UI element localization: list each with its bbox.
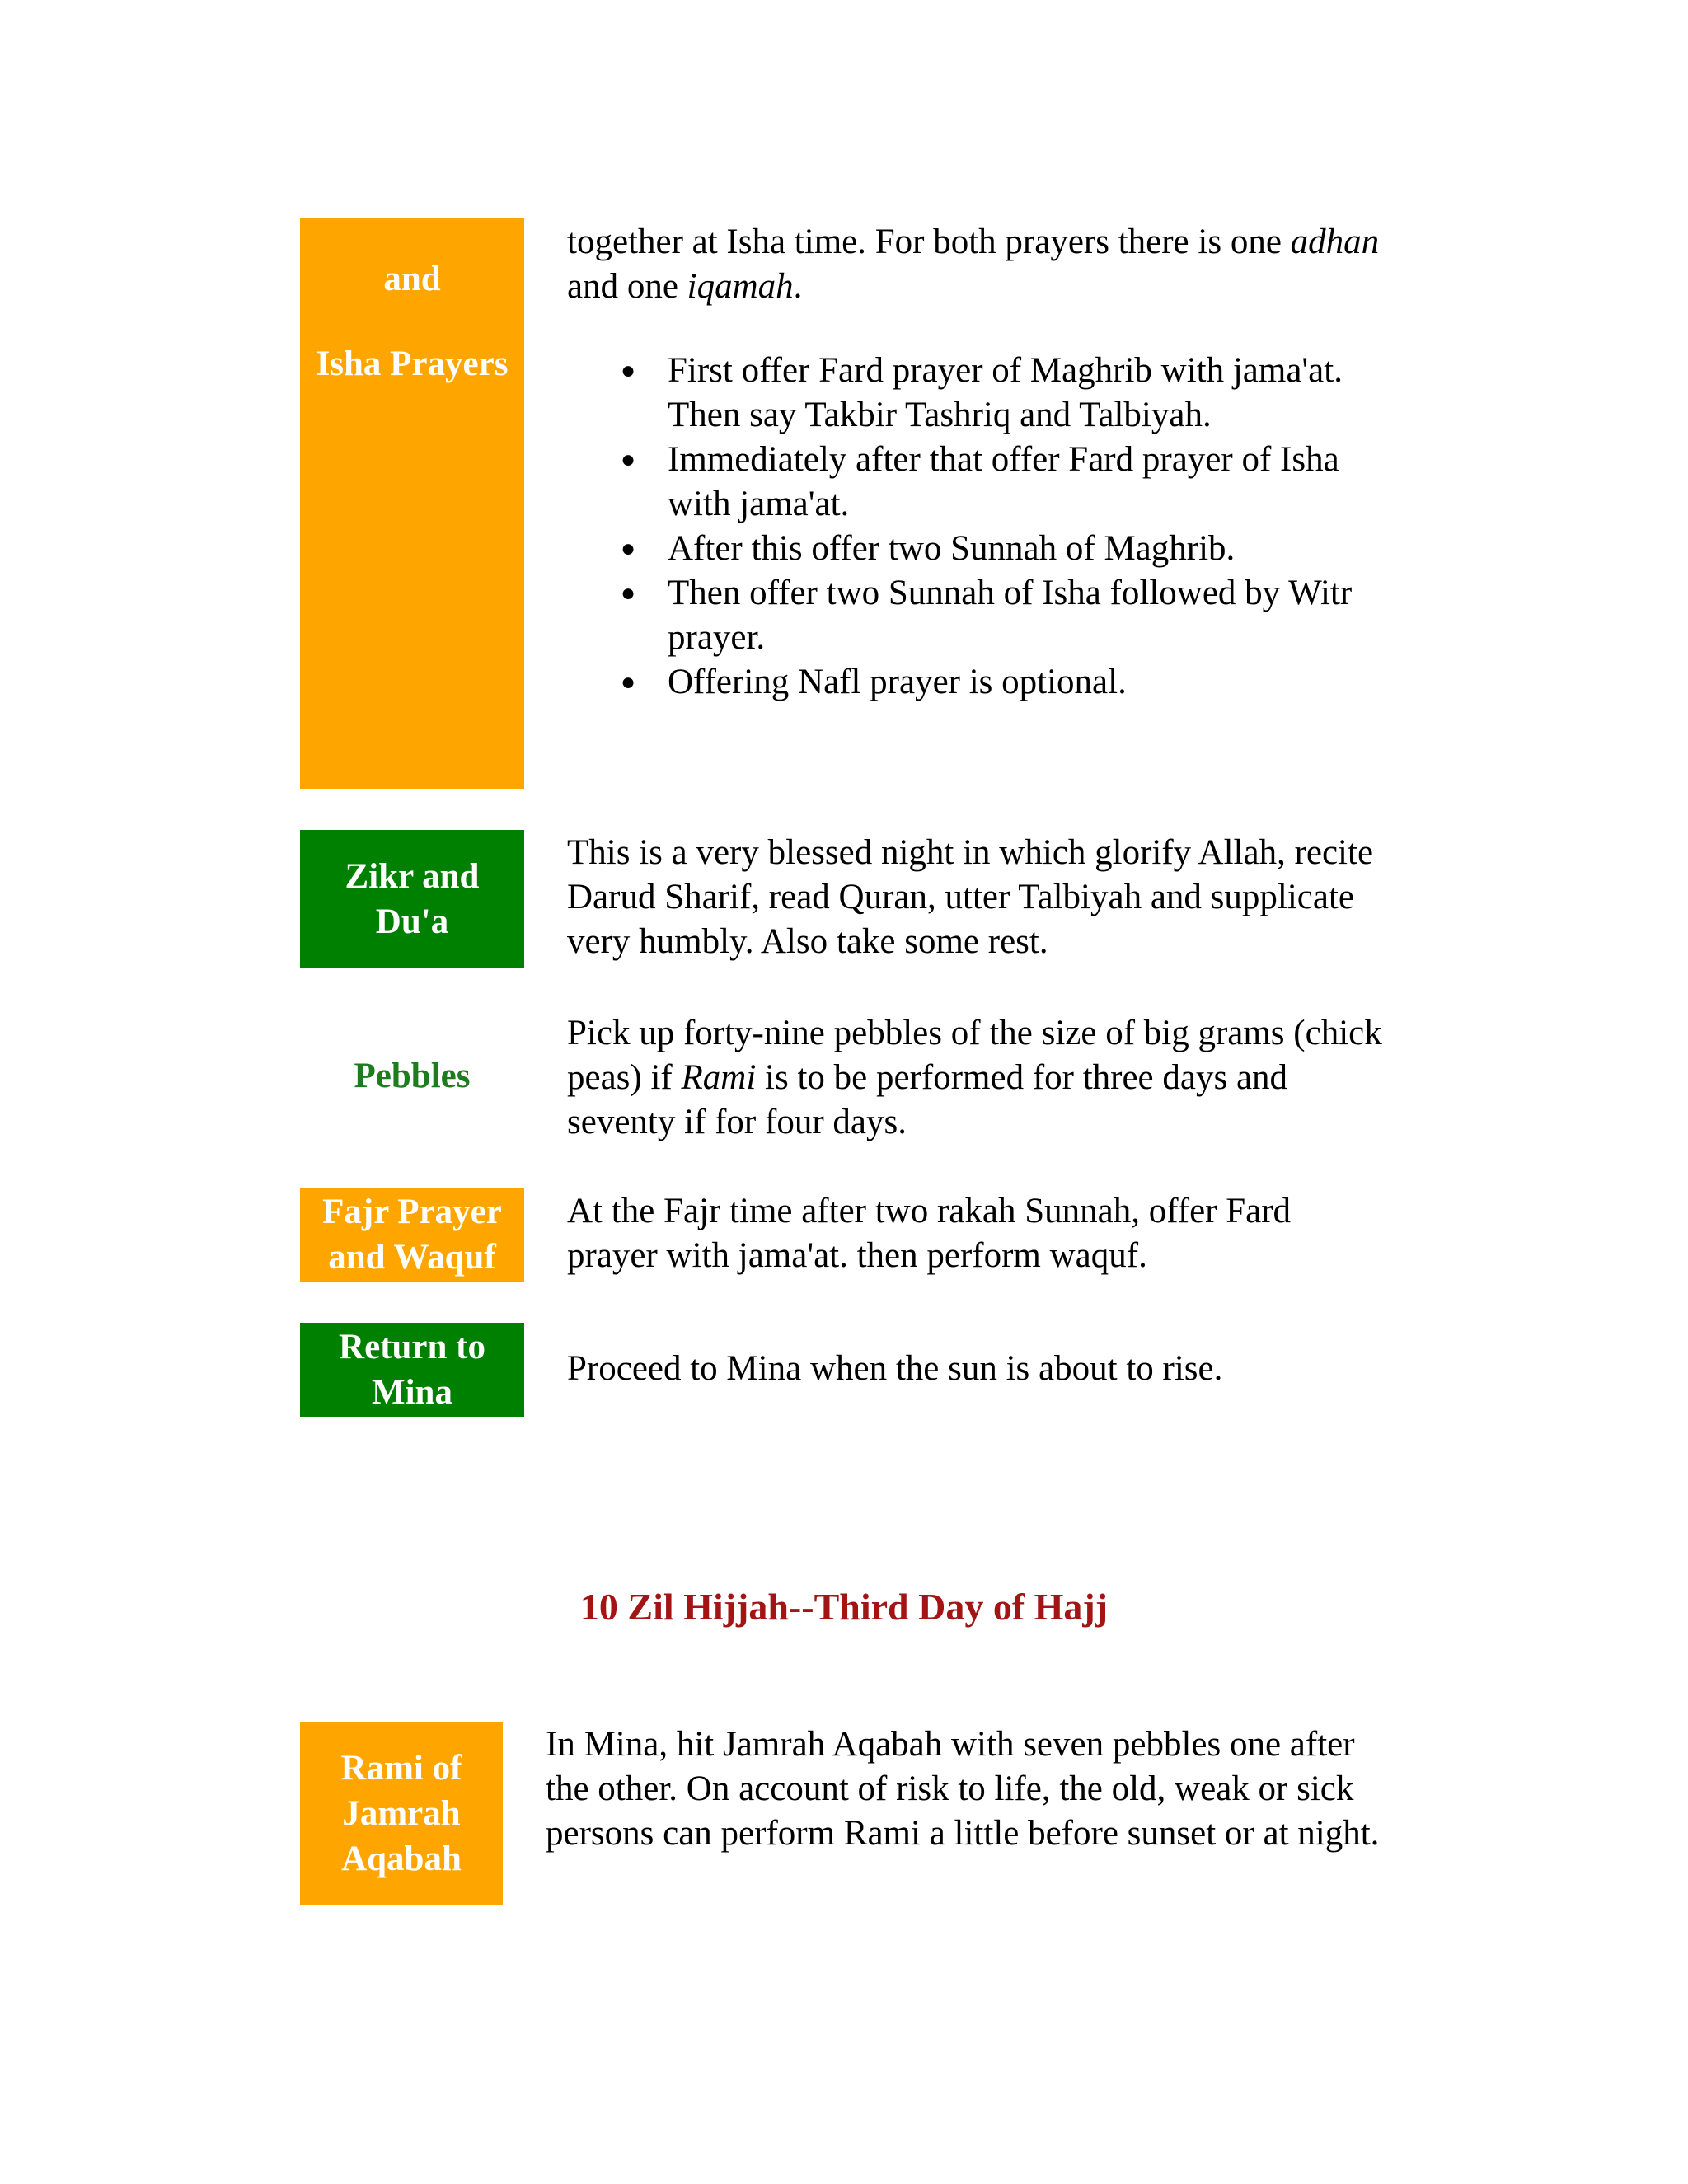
isha-intro-adhan: adhan [1290, 223, 1380, 261]
isha-bullet-list [620, 349, 1368, 705]
pebbles-text-part2: is to be performed for three days and seventy if for four days. [567, 1058, 1288, 1141]
fajr-label-line2: and Waquf [328, 1238, 496, 1277]
isha-intro-part3: . [793, 267, 803, 306]
rami-jamrah-label [300, 1722, 503, 1905]
return-mina-label [300, 1323, 524, 1417]
pebbles-text [567, 1011, 1383, 1145]
fajr-waquf-label [300, 1188, 524, 1282]
pebbles-text-part1: Pick up forty-nine pebbles of the size of big grams (chick peas) if [567, 1014, 1382, 1097]
bullet-icon: ● [620, 579, 636, 607]
isha-intro-iqamah: iqamah [687, 267, 794, 306]
fajr-text: At the Fajr time after two rakah Sunnah, offer Fard prayer with jama'at. then perform waquf. [567, 1192, 1292, 1275]
isha-label-line1: and [383, 260, 441, 298]
pebbles-label [300, 1052, 524, 1099]
isha-prayers-label [300, 218, 524, 789]
bullet-text: Offering Nafl prayer is optional. [668, 663, 1127, 701]
isha-intro-part1: together at Isha time. For both prayers there is one [567, 223, 1291, 261]
fajr-label-line1: Fajr Prayer [322, 1193, 502, 1231]
bullet-icon: ● [620, 357, 636, 384]
return-label-line2: Mina [372, 1373, 452, 1412]
return-label-line1: Return to [339, 1328, 485, 1366]
bullet-text: Then offer two Sunnah of Isha followed by Witr prayer. [668, 574, 1353, 657]
zikr-label-line2: Du'a [375, 902, 449, 941]
isha-label-line2: Isha Prayers [316, 344, 509, 383]
bullet-text: Immediately after that offer Fard prayer of Isha with jama'at. [668, 440, 1339, 523]
isha-intro-part2: and one [567, 267, 687, 306]
rami-label-line3: Aqabah [341, 1839, 462, 1878]
return-text: Proceed to Mina when the sun is about to rise. [567, 1349, 1223, 1388]
list-item [620, 349, 1368, 438]
zikr-text: This is a very blessed night in which glorify Allah, recite Darud Sharif, read Quran, utter Talbiyah and supplicate very humbly. Also take some rest. [567, 833, 1374, 961]
rami-label-line1: Rami of [340, 1748, 462, 1788]
bullet-text: After this offer two Sunnah of Maghrib. [668, 529, 1236, 568]
bullet-icon: ● [620, 668, 636, 696]
pebbles-text-rami: Rami [681, 1058, 757, 1097]
isha-intro [567, 220, 1383, 309]
list-item [620, 438, 1368, 527]
day-heading: 10 Zil Hijjah--Third Day of Hajj [579, 1586, 1109, 1628]
zikr-label-line1: Zikr and [345, 857, 480, 896]
list-item [620, 571, 1368, 660]
list-item [620, 527, 1368, 571]
rami-label-line2: Jamrah [342, 1793, 461, 1833]
bullet-text: First offer Fard prayer of Maghrib with jama'at. Then say Takbir Tashriq and Talbiyah. [668, 351, 1343, 434]
rami-text: In Mina, hit Jamrah Aqabah with seven pebbles one after the other. On account of risk to life, the old, weak or sick persons can perform Rami a little before sunset or at night. [546, 1725, 1380, 1853]
bullet-icon: ● [620, 446, 636, 473]
pebbles-label-text: Pebbles [354, 1056, 471, 1095]
list-item [620, 660, 1368, 705]
zikr-dua-label [300, 830, 524, 968]
bullet-icon: ● [620, 535, 636, 562]
